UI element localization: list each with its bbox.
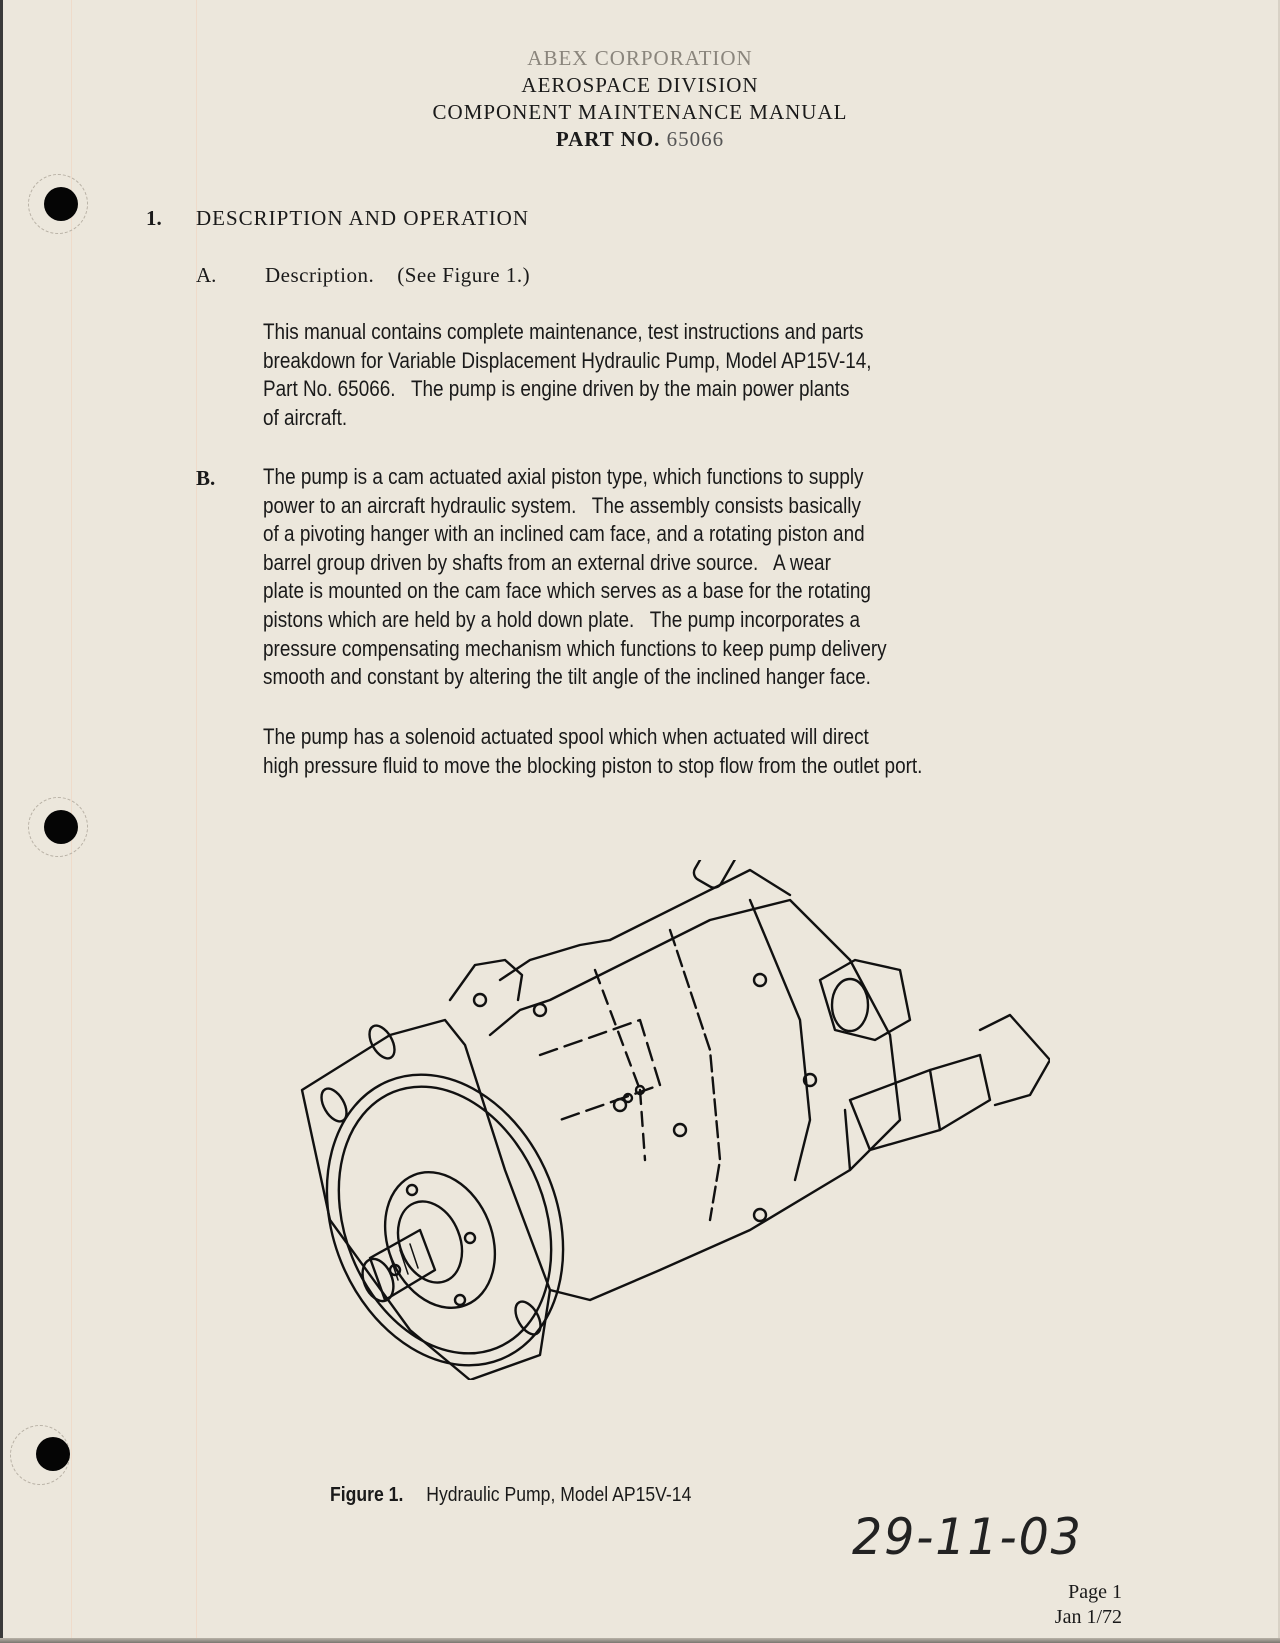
figure-label: Figure 1.: [330, 1484, 404, 1506]
text-line: of aircraft.: [263, 404, 348, 430]
section-title: DESCRIPTION AND OPERATION: [196, 206, 530, 230]
text-line: barrel group driven by shafts from an external drive source. A wear: [263, 549, 831, 575]
punch-hole: [44, 187, 78, 221]
figure-caption-text: Hydraulic Pump, Model AP15V-14: [426, 1484, 692, 1506]
text-line: The pump is a cam actuated axial piston type, which functions to supply: [263, 464, 864, 489]
page-bottom-edge: [0, 1638, 1280, 1643]
text-line: pressure compensating mechanism which functions to keep pump delivery: [263, 635, 887, 661]
text-line: The pump has a solenoid actuated spool which when actuated will direct: [263, 724, 869, 749]
text-line: plate is mounted on the cam face which serves as a base for the rotating: [263, 578, 871, 604]
punch-hole: [44, 810, 78, 844]
paragraph-b-solenoid: [263, 723, 1163, 780]
document-code: 29-11-03: [852, 1508, 1083, 1566]
text-line: high pressure fluid to move the blocking piston to stop flow from the outlet port.: [263, 752, 923, 778]
part-number: 65066: [666, 127, 725, 151]
page-number: Page 1: [1068, 1581, 1122, 1603]
text-line: pistons which are held by a hold down plate. The pump incorporates a: [263, 606, 861, 632]
subsection-a-title: Description. (See Figure 1.): [265, 263, 531, 287]
text-line: of a pivoting hanger with an inclined cam face, and a rotating piston and: [263, 521, 865, 547]
document-header: [0, 45, 1280, 153]
paragraph-b: [263, 463, 1163, 692]
subsection-b-letter: B.: [196, 466, 216, 490]
company-name: ABEX CORPORATION: [527, 46, 753, 70]
part-number-line: [0, 126, 1280, 153]
text-line: power to an aircraft hydraulic system. The assembly consists basically: [263, 492, 861, 518]
text-line: Part No. 65066. The pump is engine driven by the main power plants: [263, 376, 850, 402]
section-number: 1.: [146, 206, 162, 230]
punch-hole: [36, 1437, 70, 1471]
part-label: PART NO.: [555, 127, 661, 151]
division-name: AEROSPACE DIVISION: [521, 73, 759, 97]
page-left-edge: [0, 0, 3, 1643]
subsection-a-letter: A.: [196, 263, 217, 287]
text-line: breakdown for Variable Displacement Hydraulic Pump, Model AP15V-14,: [263, 347, 872, 373]
text-line: smooth and constant by altering the tilt angle of the inclined hanger face.: [263, 664, 871, 690]
manual-title: COMPONENT MAINTENANCE MANUAL: [432, 100, 848, 124]
hydraulic-pump-illustration: [290, 860, 1050, 1380]
paragraph-a: [263, 318, 1163, 432]
margin-rule: [196, 0, 197, 1643]
revision-date: Jan 1/72: [1054, 1606, 1122, 1628]
text-line: This manual contains complete maintenance, test instructions and parts: [263, 319, 864, 344]
figure-caption: [330, 1484, 691, 1507]
